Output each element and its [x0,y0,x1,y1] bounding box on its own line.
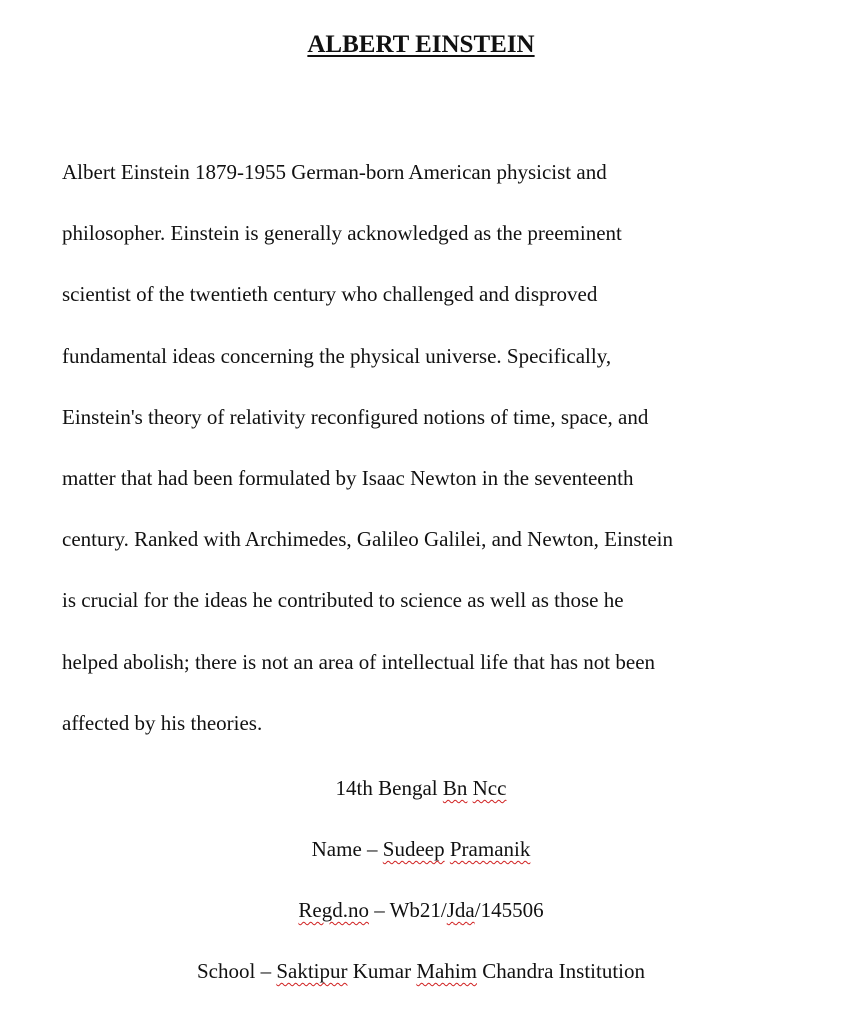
unit-number: 14th [335,776,373,800]
paragraph-line: scientist of the twentieth century who challenged and disproved [62,282,598,307]
name-first: Sudeep [382,837,445,861]
school-word-4: Chandra [482,959,554,983]
paragraph-line: Albert Einstein 1879-1955 German-born American physicist and [62,160,607,184]
school-word-2: Kumar [352,959,412,983]
paragraph-line: Einstein's theory of relativity reconfigured notions of time, space, and [62,404,649,429]
school-separator: – [260,959,272,983]
paragraph-line: matter that had been formulated by Isaac Newton in the seventeenth [62,465,634,490]
school-word-5: Institution [558,959,645,983]
regd-value [390,898,544,922]
paragraph-line: century. Ranked with Archimedes, Galileo Galilei, and Newton, Einstein [62,527,673,552]
paragraph-line: fundamental ideas concerning the physical universe. Specifically, [62,343,612,368]
signature-block [0,758,842,1002]
regd-label: Regd.no [298,898,369,922]
name-label: Name [311,837,362,861]
paragraph-line: affected by his theories. [62,710,263,735]
regd-line [0,880,842,941]
biography-paragraph [62,142,802,754]
regd-mid: Jda [446,898,475,922]
school-line [0,941,842,1002]
document-title: ALBERT EINSTEIN [307,31,535,58]
unit-line [0,758,842,819]
name-separator: – [367,837,378,861]
school-word-1: Saktipur [276,959,348,983]
regd-suffix: /145506 [474,898,544,922]
unit-abbr-ncc: Ncc [472,776,507,800]
paragraph-line: helped abolish; there is not an area of intellectual life that has not been [62,649,656,674]
paragraph-line: philosopher. Einstein is generally acknowledged as the preeminent [62,221,622,246]
name-last: Pramanik [449,837,531,861]
name-line [0,819,842,880]
paragraph-line: is crucial for the ideas he contributed to science as well as those he [62,588,624,613]
regd-separator: – [374,898,385,922]
school-label: School [196,959,256,983]
regd-prefix: Wb21/ [389,898,447,922]
unit-abbr-bn: Bn [442,776,468,800]
unit-name: Bengal [378,776,438,800]
school-word-3: Mahim [416,959,477,983]
